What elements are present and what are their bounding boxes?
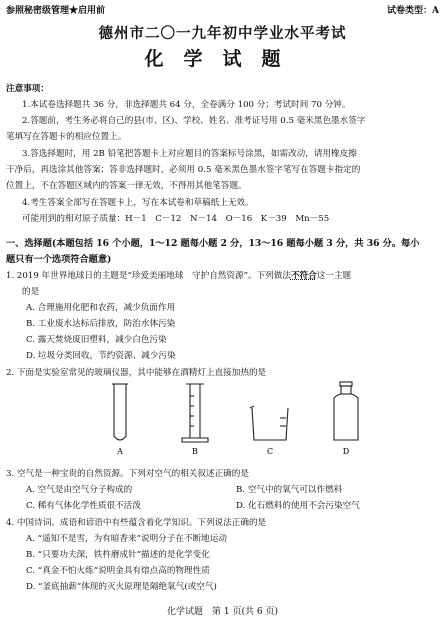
note-4: 4.考生答案全部写在答题卡上，写在本试卷和草稿纸上无效。 xyxy=(22,198,254,208)
q3-option-d: D. 化石燃料的使用不会污染空气 xyxy=(236,501,360,511)
q3-option-c: C. 稀有气体化学性质很不活泼 xyxy=(26,501,141,511)
note-3-line-1: 3.答选择题时，用 2B 铅笔把答题卡上对应题目的答案标号涂黑，如需改动，请用橡皮擦 xyxy=(22,149,357,159)
top-bar xyxy=(6,3,439,17)
note-1: 1.本试卷选择题共 36 分，非选择题共 64 分，全卷满分 100 分；考试时间 70 分钟。 xyxy=(22,100,351,110)
page-footer: 化学试题 第 1 页(共 6 页) xyxy=(167,607,278,617)
beaker-icon xyxy=(250,406,288,440)
q3-option-b: B. 空气中的氧气可以作燃料 xyxy=(236,485,343,495)
q4-option-c: C. “真金不怕火炼”说明金具有熔点高的物理性质 xyxy=(26,566,210,576)
q1-option-a: A. 合理施用化肥和农药，减少负面作用 xyxy=(26,303,176,313)
q3-option-a: A. 空气是由空气分子构成的 xyxy=(26,485,133,495)
q1-stem-post: 这一主题 xyxy=(316,271,352,281)
subject-title: 化学试题 xyxy=(144,48,301,70)
figure-label-b: B xyxy=(192,447,198,456)
figure-label-a: A xyxy=(117,447,123,456)
q1-option-c: C. 露天焚烧废旧塑料，减少白色污染 xyxy=(26,335,167,345)
exam-title: 德州市二〇一九年初中学业水平考试 xyxy=(98,25,347,42)
q4-option-d: D. “釜底抽薪”体现的灭火原理是隔绝氧气(或空气) xyxy=(26,582,217,592)
figure-label-c: C xyxy=(266,447,274,456)
note-3-line-2: 干净后，再选涂其他答案；答非选择题时，必须用 0.5 毫米黑色墨水签字笔写在答题卡指定的 xyxy=(6,165,361,175)
reagent-bottle-icon xyxy=(334,382,358,440)
q1-stem-pre: 1. 2019 年世界地球日的主题是“珍爱美丽地球 守护自然资源”。下列做法 xyxy=(6,271,291,281)
note-3-line-3: 位置上，不在答题区域内的答案一律无效，不得用其他笔答题。 xyxy=(6,181,247,191)
glassware-figure xyxy=(90,376,370,456)
q3-stem: 3. 空气是一种宝贵的自然资源。下列对空气的相关叙述正确的是 xyxy=(6,469,249,479)
note-2-line-1: 2.答题前，考生务必将自己的县(市、区)、学校、姓名、准考证号用 0.5 毫米黑色墨水签字 xyxy=(22,116,366,126)
section-1-title-line-1: 一、选择题(本题包括 16 个小题，1～12 题每小题 2 分，13～16 题每小题 3 分，共 36 分。每小 xyxy=(6,238,420,249)
q4-option-b: B. “只要功夫深，铁杵磨成针”描述的是化学变化 xyxy=(26,550,210,560)
q1-stem-line-2: 的是 xyxy=(22,287,40,297)
q1-stem-line-1 xyxy=(6,269,438,283)
q1-option-b: B. 工业废水达标后排放，防治水体污染 xyxy=(26,319,176,329)
q4-option-a: A. “遥知不是雪，为有暗香来”说明分子在不断地运动 xyxy=(26,534,227,544)
q4-stem: 4. 中国诗词、成语和谚语中有些蕴含着化学知识。下列说法正确的是 xyxy=(6,518,267,528)
section-1-title-line-2: 题只有一个选项符合题意) xyxy=(6,254,112,265)
q1-emphasis: 不符合 xyxy=(290,271,317,281)
notes-heading: 注意事项： xyxy=(6,84,49,94)
confidential-label: 参照秘密级管理★启用前 xyxy=(6,6,106,16)
graduated-cylinder-icon xyxy=(182,384,208,442)
q2-stem: 2. 下面是实验室常见的玻璃仪器，其中能够在酒精灯上直接加热的是 xyxy=(6,368,267,378)
q1-option-d: D. 垃圾分类回收，节约资源、减少污染 xyxy=(26,351,176,361)
paper-type-label: 试卷类型：A xyxy=(387,6,439,16)
figure-label-d: D xyxy=(342,447,350,456)
atomic-masses: 可能用到的相对原子质量：H－1 C－12 N－14 O－16 K－39 Mn－55 xyxy=(22,214,330,224)
test-tube-icon xyxy=(112,384,128,440)
note-2-line-2: 笔填写在答题卡的相应位置上。 xyxy=(6,132,127,142)
